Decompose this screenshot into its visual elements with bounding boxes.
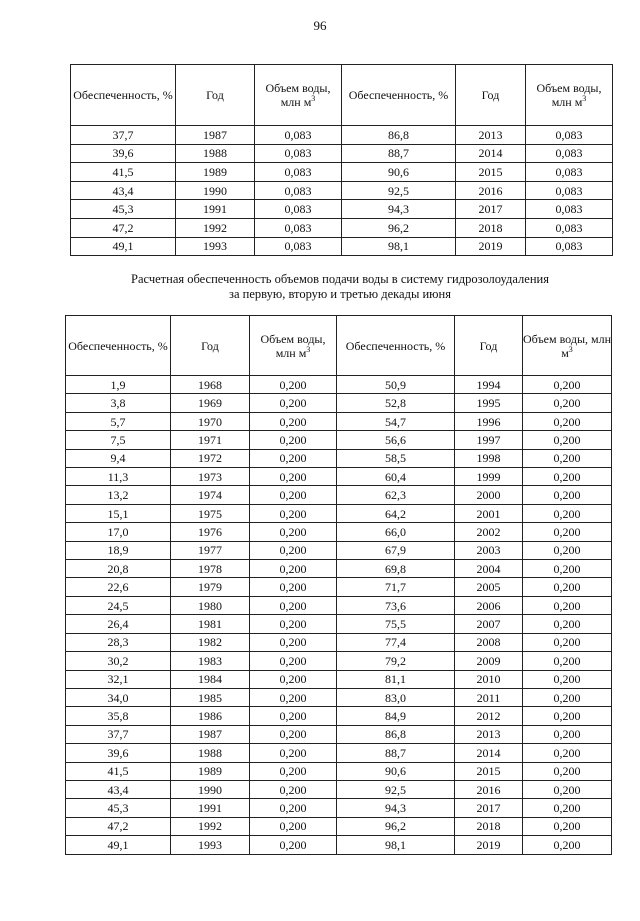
column-header-volume: Объем воды, млн $м^3$ bbox=[523, 316, 612, 376]
cell-year: 1989 bbox=[176, 163, 255, 182]
cell-year: 2019 bbox=[455, 836, 523, 854]
table-row bbox=[66, 615, 612, 633]
cell-year: 1979 bbox=[171, 578, 250, 596]
cell-probability: 90,6 bbox=[342, 163, 456, 182]
cell-year: 1999 bbox=[455, 468, 523, 486]
cell-year: 2004 bbox=[455, 560, 523, 578]
cell-volume: 0,083 bbox=[526, 181, 613, 200]
table-row bbox=[66, 633, 612, 651]
cell-volume: 0,083 bbox=[255, 144, 342, 163]
column-header-probability: Обеспеченность, % bbox=[71, 65, 176, 126]
table-body bbox=[71, 126, 613, 256]
cell-probability: 43,4 bbox=[71, 181, 176, 200]
cell-volume: 0,200 bbox=[523, 817, 612, 835]
cell-year: 2014 bbox=[455, 744, 523, 762]
cell-probability: 71,7 bbox=[337, 578, 455, 596]
cell-volume: 0,200 bbox=[523, 780, 612, 798]
cell-year: 1976 bbox=[171, 523, 250, 541]
cell-volume: 0,200 bbox=[523, 431, 612, 449]
cell-year: 1996 bbox=[455, 412, 523, 430]
cell-probability: 9,4 bbox=[66, 449, 171, 467]
cell-probability: 98,1 bbox=[337, 836, 455, 854]
cell-year: 2016 bbox=[456, 181, 526, 200]
cell-year: 1997 bbox=[455, 431, 523, 449]
cell-probability: 24,5 bbox=[66, 596, 171, 614]
column-header-probability: Обеспеченность, % bbox=[342, 65, 456, 126]
water-volume-table-june bbox=[65, 315, 612, 855]
cell-probability: 62,3 bbox=[337, 486, 455, 504]
table-row bbox=[66, 578, 612, 596]
cell-volume: 0,200 bbox=[523, 449, 612, 467]
table-row bbox=[66, 670, 612, 688]
cell-volume: 0,083 bbox=[255, 237, 342, 256]
cell-probability: 13,2 bbox=[66, 486, 171, 504]
table-row bbox=[66, 652, 612, 670]
cell-probability: 43,4 bbox=[66, 780, 171, 798]
table-row bbox=[66, 707, 612, 725]
cell-probability: 20,8 bbox=[66, 560, 171, 578]
cell-probability: 45,3 bbox=[71, 200, 176, 219]
cell-probability: 34,0 bbox=[66, 688, 171, 706]
cell-year: 2010 bbox=[455, 670, 523, 688]
cell-probability: 28,3 bbox=[66, 633, 171, 651]
cell-volume: 0,083 bbox=[526, 218, 613, 237]
cell-year: 2015 bbox=[456, 163, 526, 182]
cell-year: 2005 bbox=[455, 578, 523, 596]
cell-probability: 17,0 bbox=[66, 523, 171, 541]
cell-volume: 0,200 bbox=[523, 744, 612, 762]
cell-volume: 0,200 bbox=[250, 688, 337, 706]
cell-volume: 0,200 bbox=[250, 504, 337, 522]
cell-year: 1975 bbox=[171, 504, 250, 522]
cell-volume: 0,200 bbox=[523, 541, 612, 559]
cell-probability: 90,6 bbox=[337, 762, 455, 780]
cell-year: 1972 bbox=[171, 449, 250, 467]
column-header-year: Год bbox=[455, 316, 523, 376]
cell-volume: 0,200 bbox=[250, 744, 337, 762]
table-row bbox=[66, 486, 612, 504]
cell-year: 1988 bbox=[171, 744, 250, 762]
cell-year: 1991 bbox=[176, 200, 255, 219]
cell-probability: 77,4 bbox=[337, 633, 455, 651]
cell-probability: 26,4 bbox=[66, 615, 171, 633]
caption-line: Расчетная обеспеченность объемов подачи воды в систему гидрозолоудаления bbox=[131, 272, 549, 286]
cell-year: 2019 bbox=[456, 237, 526, 256]
cell-volume: 0,083 bbox=[526, 200, 613, 219]
cell-probability: 64,2 bbox=[337, 504, 455, 522]
cell-volume: 0,200 bbox=[523, 707, 612, 725]
column-header-year: Год bbox=[171, 316, 250, 376]
cell-volume: 0,200 bbox=[250, 762, 337, 780]
cell-year: 2000 bbox=[455, 486, 523, 504]
column-header-volume: Объем воды, млн $м^3$ bbox=[255, 65, 342, 126]
cell-year: 1990 bbox=[171, 780, 250, 798]
cell-year: 1986 bbox=[171, 707, 250, 725]
table-row bbox=[66, 836, 612, 854]
table-row bbox=[66, 725, 612, 743]
cell-year: 1970 bbox=[171, 412, 250, 430]
cell-probability: 92,5 bbox=[337, 780, 455, 798]
cell-volume: 0,200 bbox=[523, 652, 612, 670]
cell-year: 1990 bbox=[176, 181, 255, 200]
cell-probability: 98,1 bbox=[342, 237, 456, 256]
column-header-volume: Объем воды, млн $м^3$ bbox=[250, 316, 337, 376]
table-row bbox=[66, 780, 612, 798]
cell-probability: 45,3 bbox=[66, 799, 171, 817]
cell-volume: 0,200 bbox=[523, 412, 612, 430]
cell-year: 1987 bbox=[176, 126, 255, 145]
cell-probability: 86,8 bbox=[342, 126, 456, 145]
cell-probability: 39,6 bbox=[71, 144, 176, 163]
cell-probability: 47,2 bbox=[71, 218, 176, 237]
column-header-probability: Обеспеченность, % bbox=[66, 316, 171, 376]
cell-volume: 0,200 bbox=[523, 836, 612, 854]
cell-year: 1968 bbox=[171, 376, 250, 394]
cell-volume: 0,200 bbox=[250, 652, 337, 670]
cell-year: 2002 bbox=[455, 523, 523, 541]
cell-probability: 88,7 bbox=[342, 144, 456, 163]
cell-volume: 0,200 bbox=[523, 560, 612, 578]
cell-volume: 0,200 bbox=[523, 688, 612, 706]
table-row bbox=[66, 376, 612, 394]
cell-probability: 86,8 bbox=[337, 725, 455, 743]
cell-probability: 18,9 bbox=[66, 541, 171, 559]
cell-year: 1971 bbox=[171, 431, 250, 449]
cell-volume: 0,200 bbox=[250, 670, 337, 688]
cell-year: 2014 bbox=[456, 144, 526, 163]
cell-volume: 0,083 bbox=[526, 163, 613, 182]
cell-volume: 0,083 bbox=[255, 163, 342, 182]
table-row bbox=[66, 817, 612, 835]
table-row bbox=[66, 523, 612, 541]
cell-year: 1969 bbox=[171, 394, 250, 412]
table-row bbox=[71, 163, 613, 182]
cell-probability: 96,2 bbox=[342, 218, 456, 237]
cell-volume: 0,200 bbox=[250, 578, 337, 596]
cell-probability: 66,0 bbox=[337, 523, 455, 541]
table-body bbox=[66, 376, 612, 855]
cell-volume: 0,200 bbox=[250, 449, 337, 467]
cell-year: 1995 bbox=[455, 394, 523, 412]
cell-probability: 41,5 bbox=[71, 163, 176, 182]
cell-probability: 79,2 bbox=[337, 652, 455, 670]
cell-year: 1988 bbox=[176, 144, 255, 163]
cell-volume: 0,200 bbox=[523, 504, 612, 522]
cell-year: 2017 bbox=[456, 200, 526, 219]
cell-year: 2008 bbox=[455, 633, 523, 651]
cell-year: 1993 bbox=[176, 237, 255, 256]
cell-probability: 32,1 bbox=[66, 670, 171, 688]
cell-probability: 60,4 bbox=[337, 468, 455, 486]
cell-year: 1984 bbox=[171, 670, 250, 688]
cell-volume: 0,200 bbox=[250, 817, 337, 835]
cell-year: 2016 bbox=[455, 780, 523, 798]
cell-volume: 0,200 bbox=[250, 541, 337, 559]
cell-volume: 0,083 bbox=[255, 218, 342, 237]
cell-volume: 0,200 bbox=[250, 780, 337, 798]
column-header-year: Год bbox=[456, 65, 526, 126]
cell-year: 2009 bbox=[455, 652, 523, 670]
cell-volume: 0,200 bbox=[523, 376, 612, 394]
cell-volume: 0,200 bbox=[523, 633, 612, 651]
cell-volume: 0,200 bbox=[250, 707, 337, 725]
cell-probability: 54,7 bbox=[337, 412, 455, 430]
cell-probability: 94,3 bbox=[342, 200, 456, 219]
cell-probability: 56,6 bbox=[337, 431, 455, 449]
cell-probability: 96,2 bbox=[337, 817, 455, 835]
cell-volume: 0,200 bbox=[250, 431, 337, 449]
cell-volume: 0,200 bbox=[250, 799, 337, 817]
cell-probability: 92,5 bbox=[342, 181, 456, 200]
cell-volume: 0,200 bbox=[523, 394, 612, 412]
table-row bbox=[66, 744, 612, 762]
cell-year: 2007 bbox=[455, 615, 523, 633]
cell-year: 1998 bbox=[455, 449, 523, 467]
table-row bbox=[66, 394, 612, 412]
page-number: 96 bbox=[313, 18, 327, 33]
cell-probability: 30,2 bbox=[66, 652, 171, 670]
cell-probability: 7,5 bbox=[66, 431, 171, 449]
cell-year: 1973 bbox=[171, 468, 250, 486]
cell-probability: 41,5 bbox=[66, 762, 171, 780]
cell-volume: 0,200 bbox=[250, 633, 337, 651]
table-row bbox=[66, 449, 612, 467]
cell-probability: 37,7 bbox=[71, 126, 176, 145]
cell-probability: 69,8 bbox=[337, 560, 455, 578]
cell-year: 1989 bbox=[171, 762, 250, 780]
table-row bbox=[66, 541, 612, 559]
table-row bbox=[66, 799, 612, 817]
table-row bbox=[66, 412, 612, 430]
cell-probability: 49,1 bbox=[71, 237, 176, 256]
cell-volume: 0,200 bbox=[250, 725, 337, 743]
cell-year: 2006 bbox=[455, 596, 523, 614]
caption-line: за первую, вторую и третью декады июня bbox=[229, 287, 451, 301]
table-row bbox=[66, 504, 612, 522]
cell-year: 2015 bbox=[455, 762, 523, 780]
table-row bbox=[66, 468, 612, 486]
table-row bbox=[71, 200, 613, 219]
cell-year: 1985 bbox=[171, 688, 250, 706]
cell-probability: 15,1 bbox=[66, 504, 171, 522]
cell-year: 2003 bbox=[455, 541, 523, 559]
cell-probability: 73,6 bbox=[337, 596, 455, 614]
cell-volume: 0,200 bbox=[523, 596, 612, 614]
water-volume-table-top bbox=[70, 64, 613, 256]
cell-volume: 0,200 bbox=[523, 486, 612, 504]
cell-year: 1983 bbox=[171, 652, 250, 670]
cell-year: 1982 bbox=[171, 633, 250, 651]
cell-year: 2013 bbox=[455, 725, 523, 743]
cell-volume: 0,200 bbox=[523, 578, 612, 596]
cell-volume: 0,200 bbox=[523, 523, 612, 541]
table-row bbox=[66, 596, 612, 614]
cell-volume: 0,200 bbox=[250, 596, 337, 614]
cell-probability: 75,5 bbox=[337, 615, 455, 633]
cell-year: 2013 bbox=[456, 126, 526, 145]
cell-volume: 0,200 bbox=[523, 615, 612, 633]
cell-year: 2018 bbox=[456, 218, 526, 237]
cell-probability: 39,6 bbox=[66, 744, 171, 762]
table-row bbox=[71, 218, 613, 237]
cell-volume: 0,200 bbox=[250, 468, 337, 486]
cell-volume: 0,200 bbox=[250, 836, 337, 854]
cell-probability: 3,8 bbox=[66, 394, 171, 412]
cell-volume: 0,200 bbox=[250, 523, 337, 541]
cell-volume: 0,083 bbox=[255, 181, 342, 200]
table-caption bbox=[0, 272, 640, 302]
cell-volume: 0,200 bbox=[523, 670, 612, 688]
cell-probability: 81,1 bbox=[337, 670, 455, 688]
cell-year: 1981 bbox=[171, 615, 250, 633]
table-row bbox=[71, 181, 613, 200]
table-row bbox=[66, 762, 612, 780]
cell-year: 1993 bbox=[171, 836, 250, 854]
cell-volume: 0,200 bbox=[250, 412, 337, 430]
cell-year: 2012 bbox=[455, 707, 523, 725]
cell-volume: 0,200 bbox=[250, 376, 337, 394]
cell-volume: 0,083 bbox=[255, 126, 342, 145]
cell-probability: 22,6 bbox=[66, 578, 171, 596]
cell-year: 2018 bbox=[455, 817, 523, 835]
cell-probability: 49,1 bbox=[66, 836, 171, 854]
cell-volume: 0,200 bbox=[250, 394, 337, 412]
cell-probability: 58,5 bbox=[337, 449, 455, 467]
cell-probability: 37,7 bbox=[66, 725, 171, 743]
table-row bbox=[71, 126, 613, 145]
cell-year: 2001 bbox=[455, 504, 523, 522]
cell-year: 1992 bbox=[171, 817, 250, 835]
cell-probability: 52,8 bbox=[337, 394, 455, 412]
cell-volume: 0,083 bbox=[255, 200, 342, 219]
cell-volume: 0,200 bbox=[523, 762, 612, 780]
cell-year: 2011 bbox=[455, 688, 523, 706]
cell-probability: 67,9 bbox=[337, 541, 455, 559]
cell-volume: 0,083 bbox=[526, 237, 613, 256]
cell-probability: 11,3 bbox=[66, 468, 171, 486]
cell-year: 2017 bbox=[455, 799, 523, 817]
table-row bbox=[71, 144, 613, 163]
cell-probability: 88,7 bbox=[337, 744, 455, 762]
cell-year: 1987 bbox=[171, 725, 250, 743]
cell-probability: 83,0 bbox=[337, 688, 455, 706]
cell-year: 1994 bbox=[455, 376, 523, 394]
table-row bbox=[71, 237, 613, 256]
cell-volume: 0,083 bbox=[526, 126, 613, 145]
cell-probability: 47,2 bbox=[66, 817, 171, 835]
cell-year: 1991 bbox=[171, 799, 250, 817]
column-header-year: Год bbox=[176, 65, 255, 126]
cell-volume: 0,200 bbox=[250, 560, 337, 578]
cell-year: 1992 bbox=[176, 218, 255, 237]
cell-volume: 0,200 bbox=[250, 486, 337, 504]
cell-probability: 84,9 bbox=[337, 707, 455, 725]
table-header-row bbox=[71, 65, 613, 126]
cell-probability: 94,3 bbox=[337, 799, 455, 817]
cell-volume: 0,200 bbox=[523, 725, 612, 743]
cell-volume: 0,083 bbox=[526, 144, 613, 163]
cell-year: 1980 bbox=[171, 596, 250, 614]
table-row bbox=[66, 431, 612, 449]
column-header-probability: Обеспеченность, % bbox=[337, 316, 455, 376]
cell-year: 1977 bbox=[171, 541, 250, 559]
cell-volume: 0,200 bbox=[523, 799, 612, 817]
cell-year: 1978 bbox=[171, 560, 250, 578]
cell-volume: 0,200 bbox=[250, 615, 337, 633]
cell-year: 1974 bbox=[171, 486, 250, 504]
cell-probability: 50,9 bbox=[337, 376, 455, 394]
table-header-row bbox=[66, 316, 612, 376]
column-header-volume: Объем воды, млн $м^3$ bbox=[526, 65, 613, 126]
table-row bbox=[66, 560, 612, 578]
cell-probability: 1,9 bbox=[66, 376, 171, 394]
cell-volume: 0,200 bbox=[523, 468, 612, 486]
cell-probability: 35,8 bbox=[66, 707, 171, 725]
table-row bbox=[66, 688, 612, 706]
cell-probability: 5,7 bbox=[66, 412, 171, 430]
